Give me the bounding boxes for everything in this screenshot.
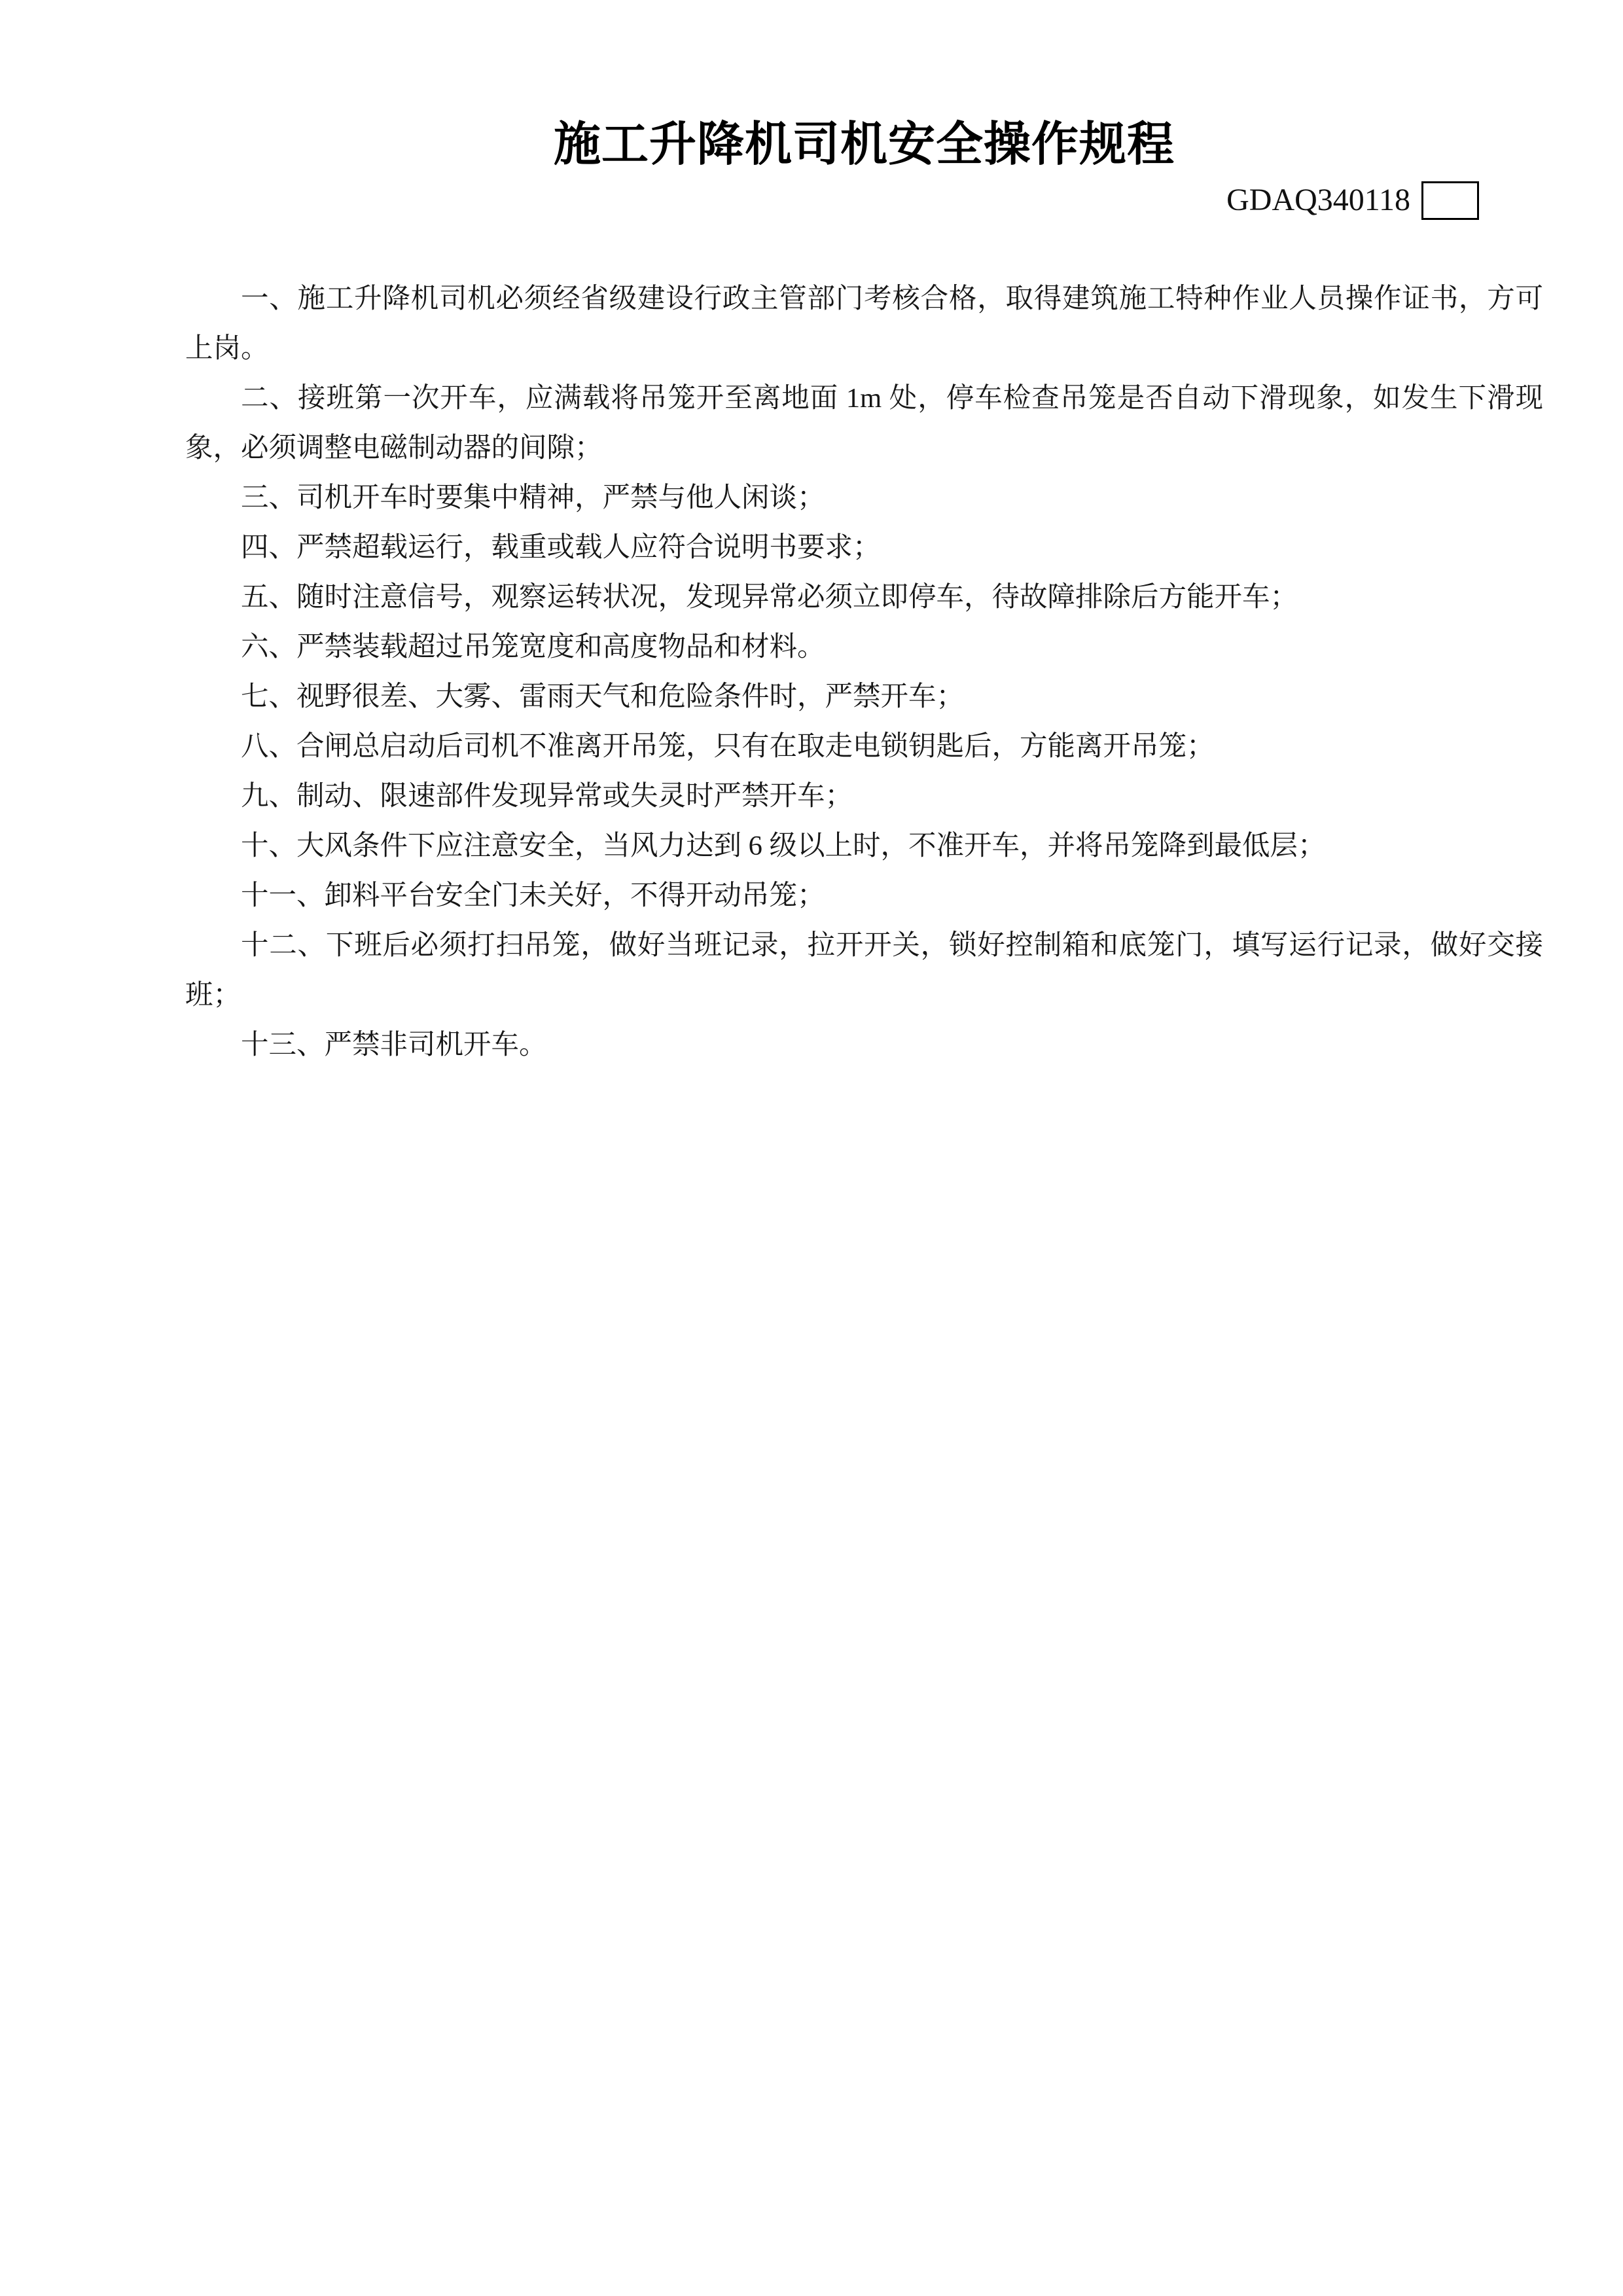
document-title: 施工升降机司机安全操作规程 [553, 118, 1175, 171]
rule-item: 三、司机开车时要集中精神，严禁与他人闲谈； [241, 482, 825, 513]
rule-item: 一、施工升降机司机必须经省级建设行政主管部门考核合格，取得建筑施工特种作业人员操作证书，方可上岗。 [185, 283, 1543, 364]
rule-item: 十一、卸料平台安全门未关好，不得开动吊笼； [241, 880, 825, 911]
rule-item: 八、合闸总启动后司机不准离开吊笼，只有在取走电锁钥匙后，方能离开吊笼； [241, 731, 1215, 762]
rule-item: 九、制动、限速部件发现异常或失灵时严禁开车； [241, 781, 853, 812]
rule-item: 五、随时注意信号，观察运转状况，发现异常必须立即停车，待故障排除后方能开车； [241, 582, 1298, 613]
document-code: GDAQ340118 [1226, 183, 1410, 217]
rule-item: 十二、下班后必须打扫吊笼，做好当班记录，拉开开关，锁好控制箱和底笼门，填写运行记录，做好交接班； [185, 930, 1543, 1011]
rule-item: 六、严禁装载超过吊笼宽度和高度物品和材料。 [241, 632, 825, 662]
document-code-row [1226, 177, 1479, 224]
rule-item: 七、视野很差、大雾、雷雨天气和危险条件时，严禁开车； [241, 681, 965, 712]
document-body [185, 274, 1543, 1070]
rule-item: 十三、严禁非司机开车。 [241, 1030, 547, 1060]
rule-item: 二、接班第一次开车，应满载将吊笼开至离地面 1m 处，停车检查吊笼是否自动下滑现象，如发生下滑现象，必须调整电磁制动器的间隙； [185, 383, 1543, 463]
rule-item: 十、大风条件下应注意安全，当风力达到 6 级以上时，不准开车，并将吊笼降到最低层； [241, 831, 1326, 861]
code-checkbox [1421, 181, 1479, 220]
rule-item: 四、严禁超载运行，载重或载人应符合说明书要求； [241, 532, 881, 563]
